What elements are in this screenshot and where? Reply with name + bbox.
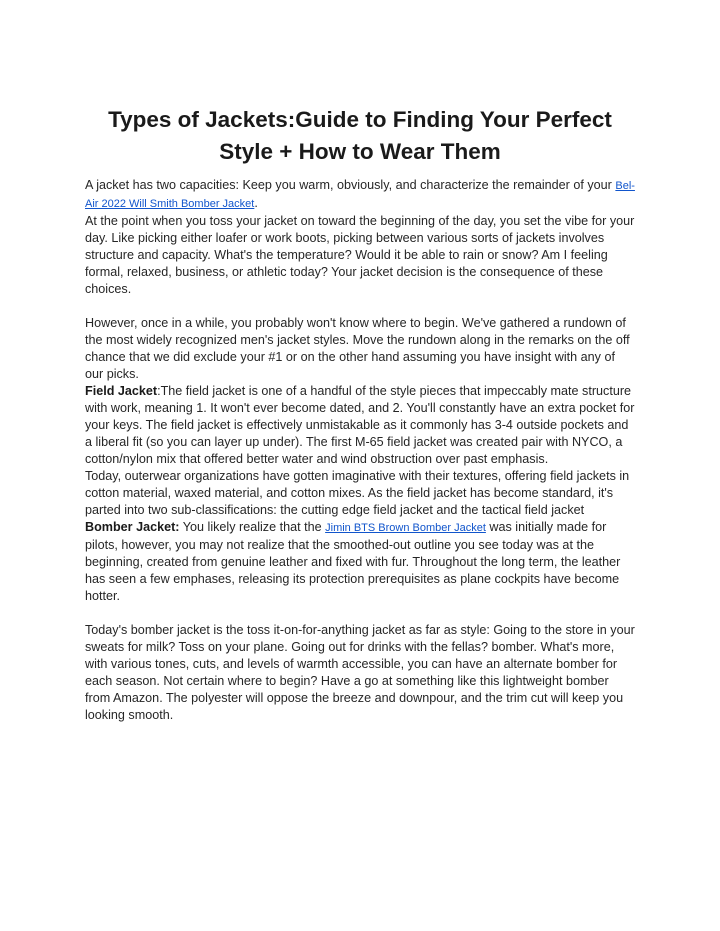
field-jacket-text: :The field jacket is one of a handful of the style pieces that impeccably mate structure with work, meaning 1. It won't ever become dated, and 2. You'll constantly have an extra pocket for your keys. The field jacket is effectively unmistakable as it commonly has 3-4 outside pockets and a liberal fit (so you can layer up under). The first M-65 field jacket was created pair with NYCO, a cotton/nylon mix that offered better water and wind obstruction over past emphasis. [85, 384, 635, 466]
field-jacket-heading: Field Jacket [85, 384, 158, 398]
vibe-paragraph: At the point when you toss your jacket on toward the beginning of the day, you set the vibe for your day. Like picking either loafer or work boots, picking between various sorts of jackets involves structure and capacity. What's the temperature? Would it be able to rain or snow? Am I feeling formal, relaxed, business, or athletic today? Your jacket decision is the consequence of these choices. [85, 214, 635, 296]
today-paragraph: Today's bomber jacket is the toss it-on-for-anything jacket as far as style: Going to the store in your sweats for milk? Toss on your plane. Going out for drinks with the fellas? bomber. What's more, with various tones, cuts, and levels of warmth accessible, you can have an alternate bomber for each season. Not certain where to begin? Have a go at something like this lightweight bomber from Amazon. The polyester will oppose the breeze and downpour, and the trim cut will keep you looking smooth. [85, 623, 635, 722]
outerwear-paragraph: Today, outerwear organizations have gotten imaginative with their textures, offering field jackets in cotton material, waxed material, and cotton mixes. As the field jacket has become standard, it's parted into two sub-classifications: the cutting edge field jacket and the tactical field jacket [85, 469, 630, 517]
intro-text-end: . [254, 196, 258, 210]
paragraph-spacer [85, 605, 635, 622]
rundown-paragraph: However, once in a while, you probably won't know where to begin. We've gathered a rundown of the most widely recognized men's jacket styles. Move the rundown along in the remarks on the off chance that we did exclude your #1 or on the other hand assuming you have insight with any of our picks. [85, 316, 630, 381]
bel-air-jacket-link[interactable]: Bel-Air 2022 Will Smith Bomber Jacket [85, 180, 635, 210]
bomber-jacket-paragraph [85, 519, 635, 605]
paragraph-spacer [85, 298, 635, 315]
jimin-jacket-link[interactable]: Jimin BTS Brown Bomber Jacket [325, 522, 486, 534]
intro-paragraph [85, 177, 635, 213]
field-jacket-paragraph [85, 383, 635, 468]
bomber-text-start: You likely realize that the [179, 520, 326, 534]
document-body [85, 177, 635, 724]
intro-text: A jacket has two capacities: Keep you warm, obviously, and characterize the remainder of your [85, 178, 616, 192]
bomber-jacket-heading: Bomber Jacket: [85, 520, 180, 534]
page-title: Types of Jackets:Guide to Finding Your Perfect Style + How to Wear Them [108, 107, 612, 164]
bomber-text-end: was initially made for pilots, however, you may not realize that the smoothed-out outline you see today was at the beginning, created from genuine leather and fixed with fur. Throughout the long term, the leather has seen a few emphases, releasing its protection prerequisites as plane cockpits have become hotter. [85, 520, 621, 603]
